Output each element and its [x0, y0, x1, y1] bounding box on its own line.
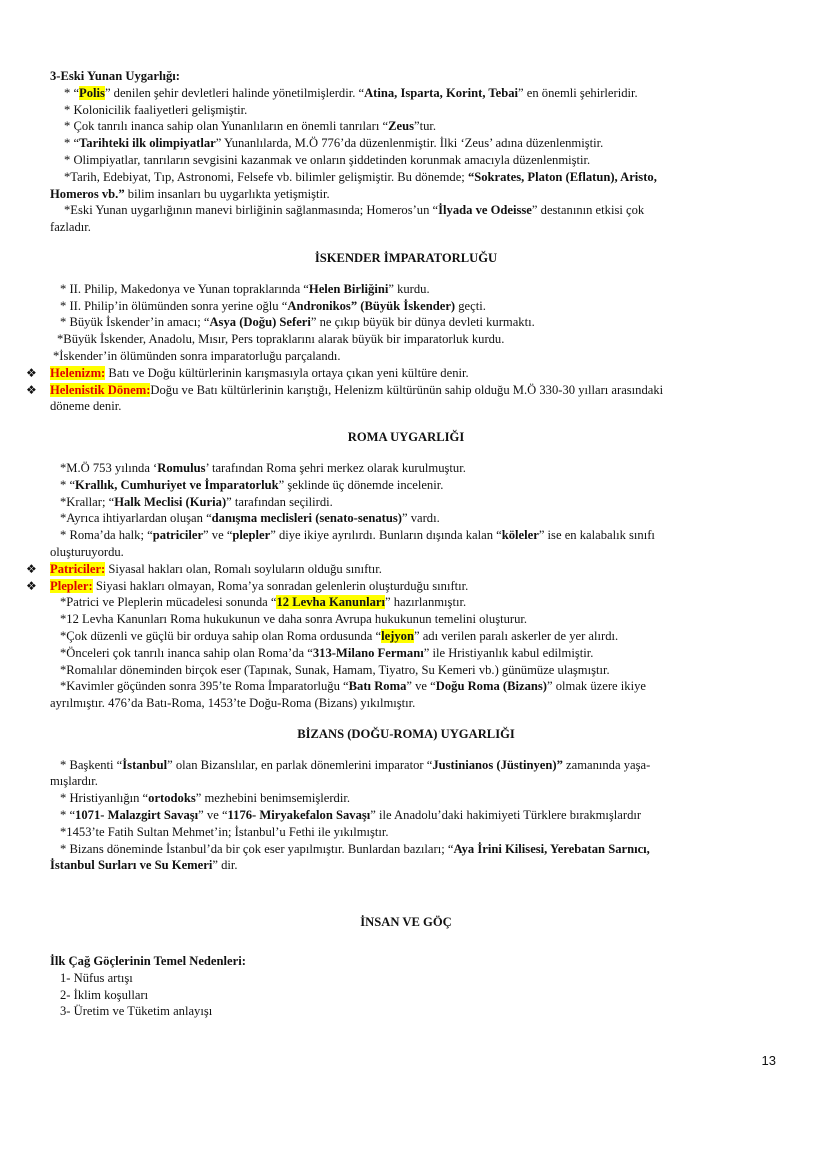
- text-line: ayrılmıştır. 476’da Batı-Roma, 1453’te Doğu-Roma (Bizans) yıkılmıştır.: [50, 696, 416, 711]
- text-line: *Eski Yunan uygarlığının manevi birliğinin sağlanmasında; Homeros’un “İlyada ve Odeisse” destanının etkisi çok: [64, 203, 645, 218]
- text-line: * “Krallık, Cumhuriyet ve İmparatorluk” şeklinde üç dönemde incelenir.: [60, 477, 444, 492]
- definition-helenistik-donem: ❖ Helenistik Dönem:Doğu ve Batı kültürlerinin karıştığı, Helenizm kültürünün sahip olduğu M.Ö 330-30 yılları arasındaki: [26, 382, 664, 397]
- section-title-insan-ve-goc: İNSAN VE GÖÇ: [360, 915, 452, 930]
- text-line: * II. Philip’in ölümünden sonra yerine oğlu “Andronikos” (Büyük İskender) geçti.: [60, 298, 486, 313]
- text-line: *1453’te Fatih Sultan Mehmet’in; İstanbul’u Fethi ile yıkılmıştır.: [60, 824, 389, 839]
- diamond-bullet-icon: ❖: [26, 561, 37, 576]
- text-line: * “Tarihteki ilk olimpiyatlar” Yunanlılarda, M.Ö 776’da düzenlenmiştir. İlki ‘Zeus’ adına düzenlenmiştir.: [64, 136, 604, 151]
- text-line: *Kavimler göçünden sonra 395’te Roma İmparatorluğu “Batı Roma” ve “Doğu Roma (Bizans)” olmak üzere ikiye: [60, 679, 646, 694]
- section-title-bizans: BİZANS (DOĞU-ROMA) UYGARLIĞI: [297, 726, 515, 741]
- diamond-bullet-icon: ❖: [26, 365, 37, 380]
- text-line: * “Polis” denilen şehir devletleri halinde yönetilmişlerdir. “Atina, Isparta, Korint, Tebai” en önemli şehirleridir.: [64, 85, 638, 100]
- text-line: * Büyük İskender’in amacı; “Asya (Doğu) Seferi” ne çıkıp büyük bir dünya devleti kurmaktı.: [60, 315, 535, 330]
- text-line: *İskender’in ölümünden sonra imparatorluğu parçalandı.: [53, 348, 341, 363]
- diamond-bullet-icon: ❖: [26, 578, 37, 593]
- text-line: döneme denir.: [50, 399, 122, 414]
- text-line: *Patrici ve Pleplerin mücadelesi sonunda “12 Levha Kanunları” hazırlanmıştır.: [60, 595, 467, 610]
- text-line: *Büyük İskender, Anadolu, Mısır, Pers topraklarını alarak büyük bir imparatorluk kurdu.: [57, 332, 505, 347]
- text-line: *Romalılar döneminden birçok eser (Tapınak, Sunak, Hamam, Tiyatro, Su Kemeri vb.) günümüze ulaşmıştır.: [60, 662, 610, 677]
- text-line: fazladır.: [50, 220, 91, 235]
- text-line: *Tarih, Edebiyat, Tıp, Astronomi, Felsefe vb. bilimler gelişmiştir. Bu dönemde; “Sokrates, Platon (Eflatun), Aristo,: [64, 169, 657, 184]
- text-line: * Hristiyanlığın “ortodoks” mezhebini benimsemişlerdir.: [60, 791, 350, 806]
- text-line: * Roma’da halk; “patriciler” ve “plepler” diye ikiye ayrılırdı. Bunların dışında kalan “köleler” ise en kalabalık sınıfı: [60, 528, 655, 543]
- text-line: *Krallar; “Halk Meclisi (Kuria)” tarafından seçilirdi.: [60, 494, 333, 509]
- document-body: [26, 68, 762, 1020]
- text-line: * “1071- Malazgirt Savaşı” ve “1176- Miryakefalon Savaşı” ile Anadolu’daki hakimiyeti Türklere bırakmışlardır: [60, 808, 642, 823]
- list-item: 1- Nüfus artışı: [60, 970, 133, 985]
- text-line: *12 Levha Kanunları Roma hukukunun ve daha sonra Avrupa hukukunun temelini oluşturur.: [60, 612, 528, 627]
- text-line: Homeros vb.” bilim insanları bu uygarlıkta yetişmiştir.: [50, 186, 330, 201]
- list-item: 2- İklim koşulları: [60, 987, 149, 1002]
- definition-patriciler: ❖ Patriciler: Siyasal hakları olan, Romalı soyluların olduğu sınıftır.: [26, 561, 382, 576]
- text-line: mışlardır.: [50, 774, 98, 789]
- diamond-bullet-icon: ❖: [26, 382, 37, 397]
- definition-plepler: ❖ Plepler: Siyasi hakları olmayan, Roma’ya sonradan gelenlerin oluşturduğu sınıftır.: [26, 578, 469, 593]
- text-line: * Bizans döneminde İstanbul’da bir çok eser yapılmıştır. Bunlardan bazıları; “Aya İrini Kilisesi, Yerebatan Sarnıcı,: [60, 841, 650, 856]
- section-title-roma: ROMA UYGARLIĞI: [347, 430, 465, 445]
- text-line: *Önceleri çok tanrılı inanca sahip olan Roma’da “313-Milano Fermanı” ile Hristiyanlık kabul edilmiştir.: [60, 645, 594, 660]
- text-line: * Olimpiyatlar, tanrıların sevgisini kazanmak ve onların şiddetinden korunmak amacıyla düzenlenmiştir.: [64, 152, 591, 167]
- list-item: 3- Üretim ve Tüketim anlayışı: [60, 1004, 213, 1019]
- page-number: 13: [761, 1053, 776, 1068]
- text-line: * Kolonicilik faaliyetleri gelişmiştir.: [64, 102, 248, 117]
- subsection-title: İlk Çağ Göçlerinin Temel Nedenleri:: [50, 954, 246, 969]
- text-line: *M.Ö 753 yılında ‘Romulus’ tarafından Roma şehri merkez olarak kurulmuştur.: [60, 460, 466, 475]
- text-line: İstanbul Surları ve Su Kemeri” dir.: [50, 858, 238, 873]
- text-line: oluşturuyordu.: [50, 544, 124, 559]
- section-title-iskender: İSKENDER İMPARATORLUĞU: [314, 250, 498, 265]
- text-line: *Çok düzenli ve güçlü bir orduya sahip olan Roma ordusunda “lejyon” adı verilen paralı askerler de yer alırdı.: [60, 628, 619, 643]
- text-line: *Ayrıca ihtiyarlardan oluşan “danışma meclisleri (senato-senatus)” vardı.: [60, 511, 440, 526]
- text-line: * Başkenti “İstanbul” olan Bizanslılar, en parlak dönemlerini imparator “Justinianos (Jüstinyen)” zamanında yaşa-: [60, 757, 651, 772]
- definition-helenizm: ❖ Helenizm: Batı ve Doğu kültürlerinin karışmasıyla ortaya çıkan yeni kültüre denir.: [26, 365, 469, 380]
- text-line: * Çok tanrılı inanca sahip olan Yunanlıların en önemli tanrıları “Zeus”tur.: [64, 119, 437, 134]
- text-line: * II. Philip, Makedonya ve Yunan topraklarında “Helen Birliğini” kurdu.: [60, 281, 430, 296]
- section-title-eski-yunan: 3-Eski Yunan Uygarlığı:: [50, 69, 180, 83]
